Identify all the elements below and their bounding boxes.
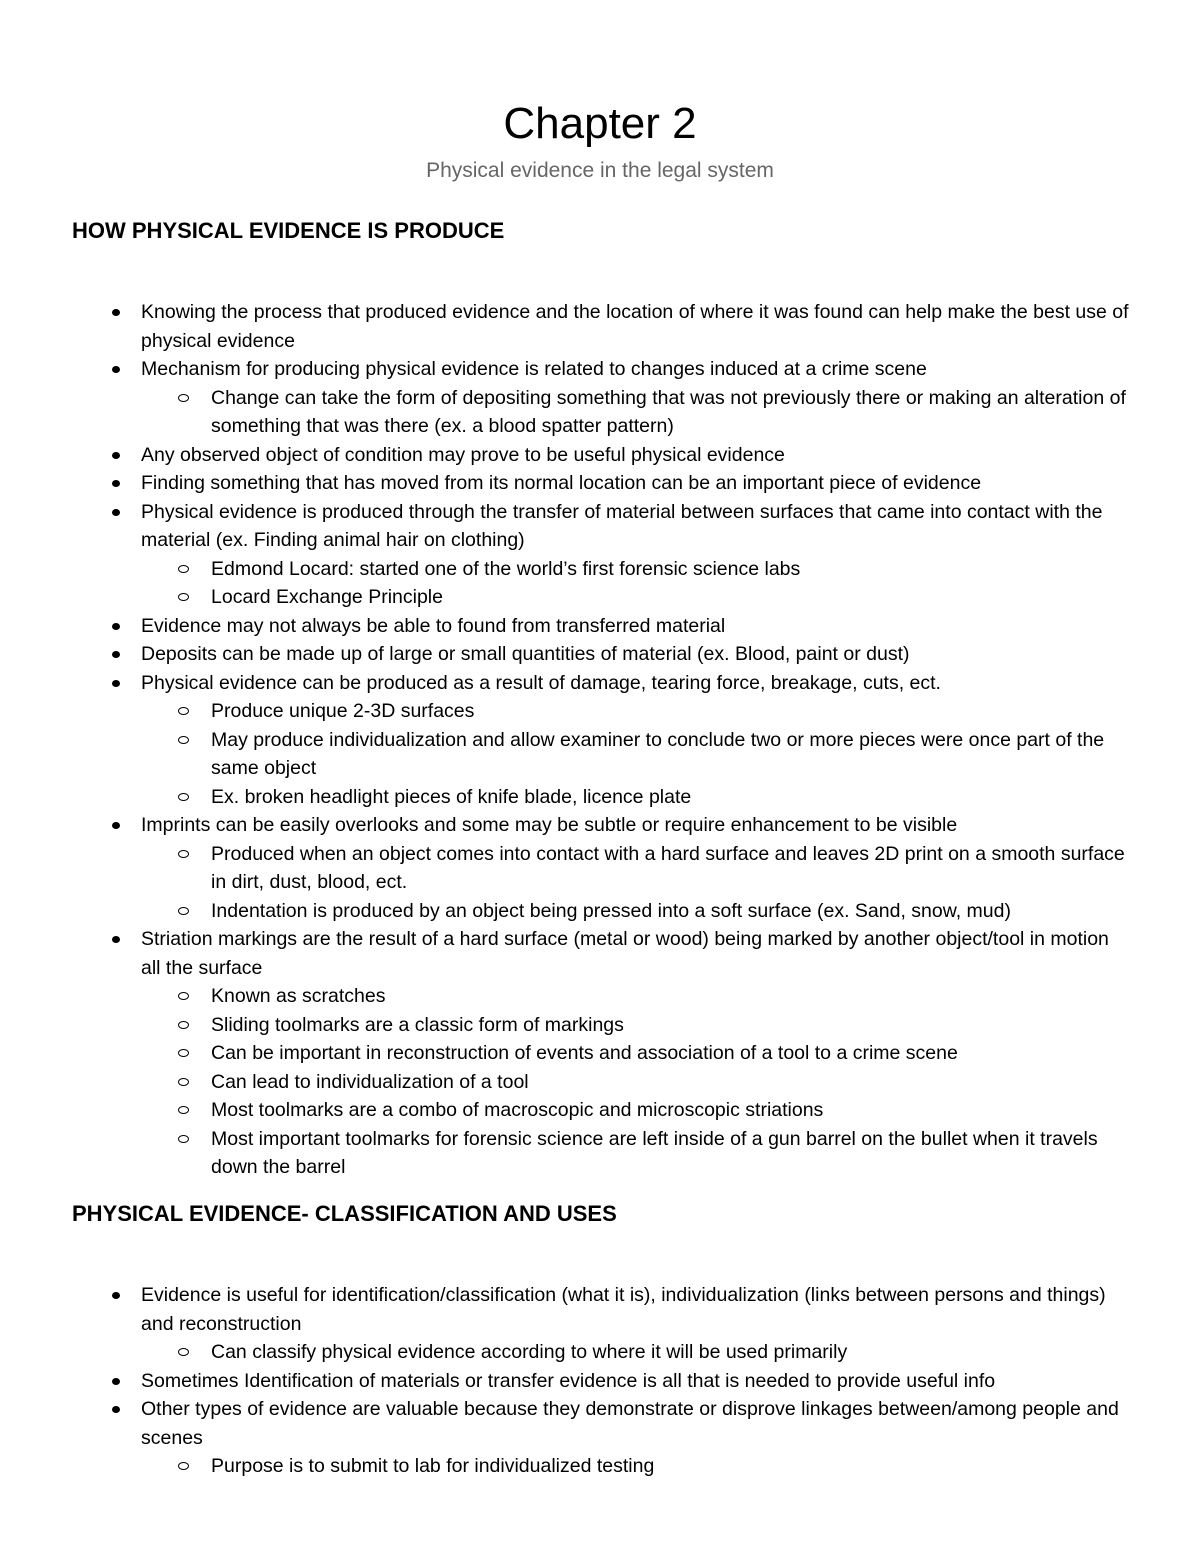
sub-bullet-item: Change can take the form of depositing something that was not previously there or making an alteration of something that was there (ex. a blood spatter pattern) — [72, 384, 1132, 441]
sub-bullet-item: Can classify physical evidence according to where it will be used primarily — [72, 1338, 1132, 1367]
sub-bullet-item: Can lead to individualization of a tool — [72, 1068, 1132, 1097]
bullet-item: Sometimes Identification of materials or transfer evidence is all that is needed to provide useful info — [72, 1367, 1132, 1396]
bullet-item: Physical evidence is produced through the transfer of material between surfaces that came into contact with the material (ex. Finding animal hair on clothing) — [72, 498, 1132, 555]
sub-bullet-item: Produce unique 2-3D surfaces — [72, 697, 1132, 726]
bullet-item: Knowing the process that produced evidence and the location of where it was found can help make the best use of physical evidence — [72, 298, 1132, 355]
sub-bullet-item: Most important toolmarks for forensic science are left inside of a gun barrel on the bullet when it travels down the barrel — [72, 1125, 1132, 1182]
bullet-item: Finding something that has moved from its normal location can be an important piece of evidence — [72, 469, 1132, 498]
bullet-list — [72, 298, 1132, 1182]
sub-bullet-item: Sliding toolmarks are a classic form of markings — [72, 1011, 1132, 1040]
bullet-item: Imprints can be easily overlooks and some may be subtle or require enhancement to be visible — [72, 811, 1132, 840]
sub-bullet-item: Known as scratches — [72, 982, 1132, 1011]
sub-bullet-item: Produced when an object comes into contact with a hard surface and leaves 2D print on a smooth surface in dirt, dust, blood, ect. — [72, 840, 1132, 897]
sub-bullet-item: Most toolmarks are a combo of macroscopic and microscopic striations — [72, 1096, 1132, 1125]
sub-bullet-item: Edmond Locard: started one of the world’s first forensic science labs — [72, 555, 1132, 584]
bullet-item: Physical evidence can be produced as a result of damage, tearing force, breakage, cuts, ect. — [72, 669, 1132, 698]
sub-bullet-item: Purpose is to submit to lab for individualized testing — [72, 1452, 1132, 1481]
section-heading: HOW PHYSICAL EVIDENCE IS PRODUCE — [72, 218, 505, 243]
bullet-item: Deposits can be made up of large or small quantities of material (ex. Blood, paint or dust) — [72, 640, 1132, 669]
bullet-item: Mechanism for producing physical evidence is related to changes induced at a crime scene — [72, 355, 1132, 384]
bullet-item: Striation markings are the result of a hard surface (metal or wood) being marked by another object/tool in motion all the surface — [72, 925, 1132, 982]
sub-bullet-item: Indentation is produced by an object being pressed into a soft surface (ex. Sand, snow, mud) — [72, 897, 1132, 926]
page-title: Chapter 2 — [503, 99, 697, 148]
bullet-item: Evidence may not always be able to found from transferred material — [72, 612, 1132, 641]
sub-bullet-item: Ex. broken headlight pieces of knife blade, licence plate — [72, 783, 1132, 812]
section-classification-uses — [72, 1199, 1132, 1481]
bullet-item: Any observed object of condition may prove to be useful physical evidence — [72, 441, 1132, 470]
bullet-item: Other types of evidence are valuable because they demonstrate or disprove linkages between/among people and scenes — [72, 1395, 1132, 1452]
sub-bullet-item: Can be important in reconstruction of events and association of a tool to a crime scene — [72, 1039, 1132, 1068]
page-subtitle: Physical evidence in the legal system — [426, 159, 774, 182]
sub-bullet-item: Locard Exchange Principle — [72, 583, 1132, 612]
bullet-list — [72, 1281, 1132, 1481]
sub-bullet-item: May produce individualization and allow examiner to conclude two or more pieces were once part of the same object — [72, 726, 1132, 783]
bullet-item: Evidence is useful for identification/classification (what it is), individualization (links between persons and things) and reconstruction — [72, 1281, 1132, 1338]
section-heading: PHYSICAL EVIDENCE- CLASSIFICATION AND USES — [72, 1201, 617, 1226]
section-how-produced — [72, 216, 1132, 1182]
